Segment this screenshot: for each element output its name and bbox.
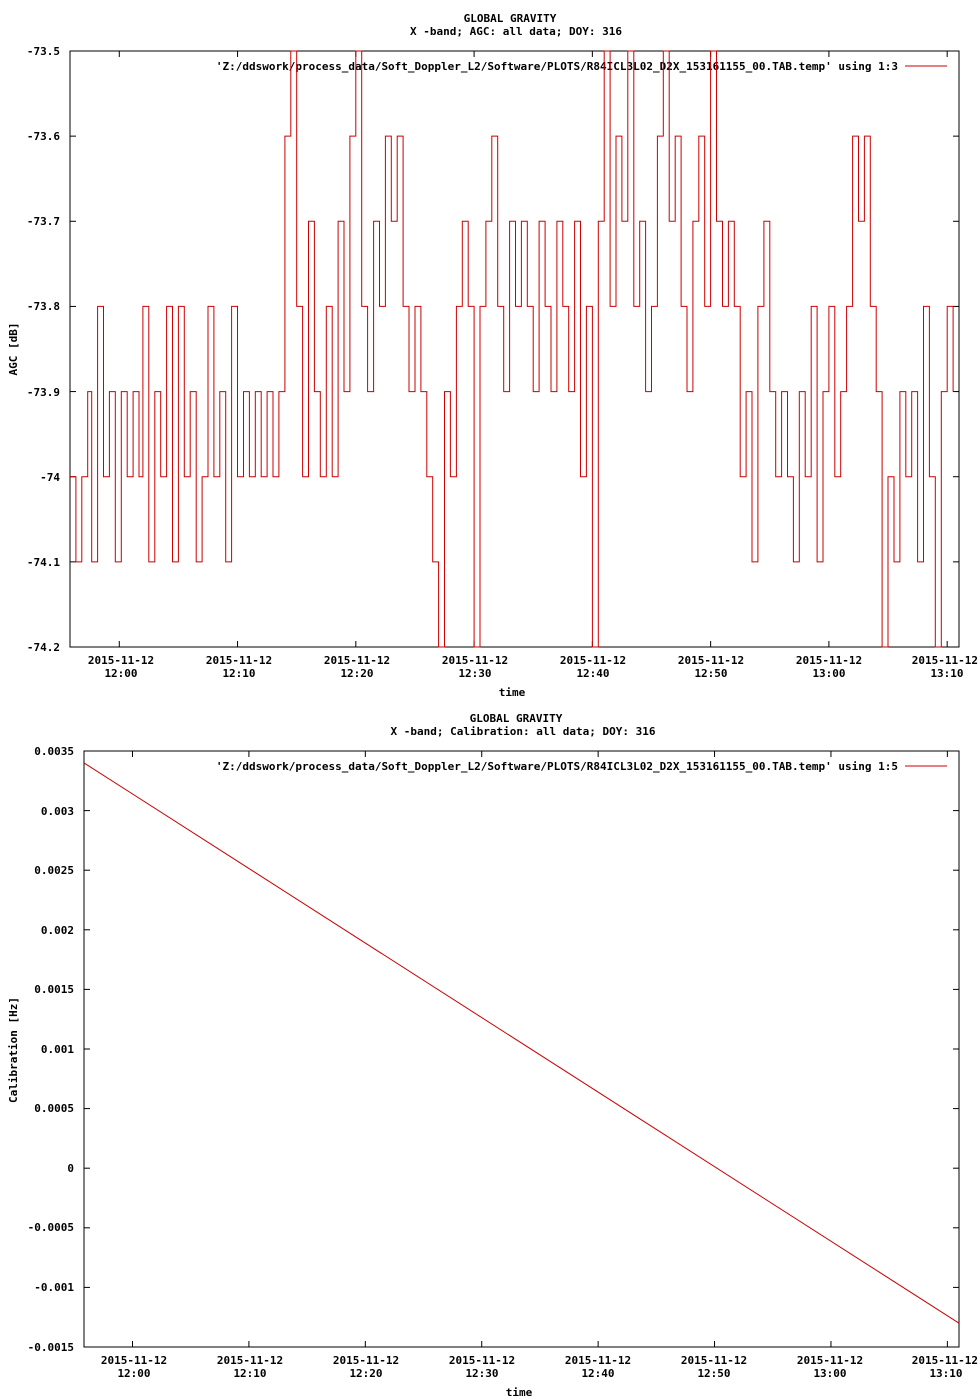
calibration-plot-frame <box>84 751 959 1347</box>
agc-y-ticks <box>27 45 60 654</box>
y-tick-label: -0.001 <box>34 1281 74 1294</box>
agc-tick-marks <box>70 51 959 647</box>
agc-x-ticks <box>88 654 978 680</box>
calibration-y-axis-label: Calibration [Hz] <box>7 997 20 1103</box>
x-tick-date: 2015-11-12 <box>448 1354 516 1367</box>
calibration-x-ticks <box>101 1354 978 1380</box>
y-tick-label: -73.7 <box>26 215 60 228</box>
calibration-series-line <box>84 763 959 1323</box>
x-tick-date: 2015-11-12 <box>677 654 745 667</box>
calibration-chart-title: GLOBAL GRAVITY <box>469 712 563 725</box>
x-tick-date: 2015-11-12 <box>564 1354 632 1367</box>
agc-plot-frame <box>70 51 959 647</box>
x-tick-date: 2015-11-12 <box>87 654 155 667</box>
x-tick-time: 12:00 <box>117 1367 151 1380</box>
agc-legend <box>216 60 947 73</box>
agc-x-axis-label: time <box>498 686 526 699</box>
y-tick-label: 0.0035 <box>34 745 74 758</box>
x-tick-time: 12:40 <box>576 667 610 680</box>
x-tick-date: 2015-11-12 <box>332 1354 400 1367</box>
x-tick-date: 2015-11-12 <box>796 1354 864 1367</box>
x-tick-time: 12:00 <box>104 667 138 680</box>
y-tick-label: 0.001 <box>40 1043 74 1056</box>
x-tick-date: 2015-11-12 <box>911 654 978 667</box>
agc-chart <box>7 12 978 699</box>
x-tick-time: 12:30 <box>458 667 492 680</box>
y-tick-label: 0.0015 <box>34 983 74 996</box>
x-tick-date: 2015-11-12 <box>100 1354 168 1367</box>
x-tick-time: 12:40 <box>581 1367 615 1380</box>
y-tick-label: -0.0015 <box>27 1341 74 1354</box>
x-tick-time: 12:30 <box>465 1367 499 1380</box>
calibration-legend <box>216 760 947 773</box>
x-tick-time: 13:00 <box>812 667 846 680</box>
x-tick-time: 13:10 <box>929 1367 963 1380</box>
y-tick-label: -73.8 <box>26 300 60 313</box>
x-tick-date: 2015-11-12 <box>216 1354 284 1367</box>
x-tick-date: 2015-11-12 <box>795 654 863 667</box>
agc-chart-title: GLOBAL GRAVITY <box>463 12 557 25</box>
x-tick-time: 12:10 <box>222 667 256 680</box>
y-tick-label: -0.0005 <box>27 1221 74 1234</box>
calibration-chart-subtitle: X -band; Calibration: all data; DOY: 316 <box>390 725 656 738</box>
agc-chart-subtitle: X -band; AGC: all data; DOY: 316 <box>410 25 622 38</box>
y-tick-label: -74.2 <box>26 641 60 654</box>
x-tick-time: 13:10 <box>930 667 964 680</box>
calibration-chart <box>7 712 978 1399</box>
x-tick-date: 2015-11-12 <box>441 654 509 667</box>
x-tick-time: 12:50 <box>694 667 728 680</box>
y-tick-label: 0.003 <box>40 805 74 818</box>
agc-series-line <box>70 51 953 647</box>
y-tick-label: 0 <box>67 1162 74 1175</box>
x-tick-date: 2015-11-12 <box>323 654 391 667</box>
x-tick-date: 2015-11-12 <box>205 654 273 667</box>
agc-legend-label: 'Z:/ddswork/process_data/Soft_Doppler_L2/Software/PLOTS/R84ICL3L02_D2X_153161155_00.TAB.temp' using 1:3 <box>215 60 898 73</box>
y-tick-label: -73.5 <box>26 45 60 58</box>
y-tick-label: 0.002 <box>40 924 74 937</box>
y-tick-label: -74 <box>40 471 60 484</box>
y-tick-label: -73.6 <box>26 130 60 143</box>
calibration-y-ticks <box>28 745 75 1354</box>
x-tick-time: 12:10 <box>233 1367 267 1380</box>
y-tick-label: 0.0005 <box>34 1102 74 1115</box>
x-tick-time: 12:20 <box>349 1367 383 1380</box>
x-tick-time: 13:00 <box>813 1367 847 1380</box>
calibration-tick-marks <box>84 751 959 1347</box>
x-tick-date: 2015-11-12 <box>911 1354 978 1367</box>
y-tick-label: -74.1 <box>26 556 60 569</box>
y-tick-label: 0.0025 <box>34 864 74 877</box>
y-tick-label: -73.9 <box>26 386 60 399</box>
x-tick-date: 2015-11-12 <box>680 1354 748 1367</box>
calibration-x-axis-label: time <box>505 1386 533 1399</box>
x-tick-time: 12:50 <box>697 1367 731 1380</box>
agc-y-axis-label: AGC [dB] <box>7 322 20 376</box>
x-tick-time: 12:20 <box>340 667 374 680</box>
calibration-legend-label: 'Z:/ddswork/process_data/Soft_Doppler_L2/Software/PLOTS/R84ICL3L02_D2X_153161155_00.TAB.temp' using 1:5 <box>215 760 898 773</box>
x-tick-date: 2015-11-12 <box>559 654 627 667</box>
